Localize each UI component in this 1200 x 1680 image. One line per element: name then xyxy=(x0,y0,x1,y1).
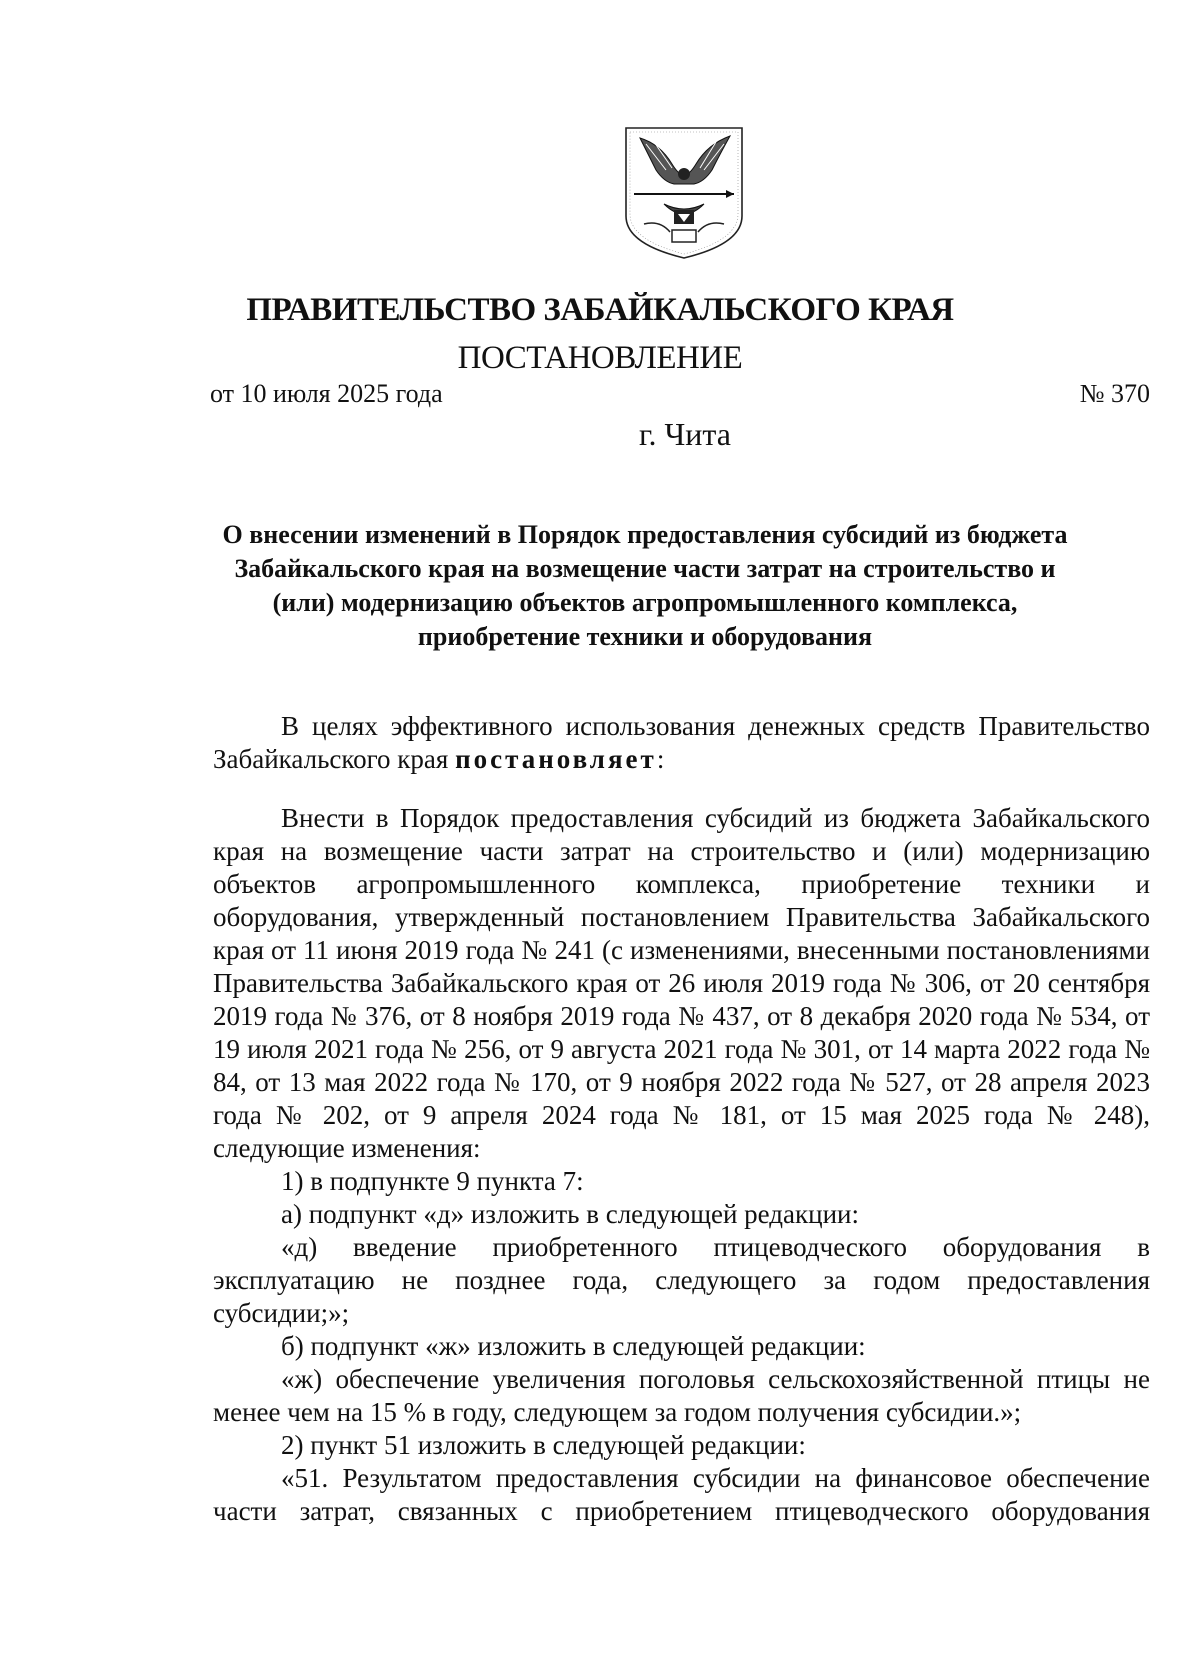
item-1a: а) подпункт «д» изложить в следующей редакции: xyxy=(281,1199,859,1229)
government-title: ПРАВИТЕЛЬСТВО ЗАБАЙКАЛЬСКОГО КРАЯ xyxy=(246,292,954,328)
subject-line: (или) модернизацию объектов агропромышленного комплекса, xyxy=(272,588,1018,617)
decree-body xyxy=(213,710,1150,1528)
main-paragraph: Внести в Порядок предоставления субсидий из бюджета Забайкальского края на возмещение части затрат на строительство и (или) модернизацию объектов агропромышленного комплекса, приобретение техники и оборудования, утвержденный постановлением Правительства Забайкальского края от 11 июня 2019 года № 241 (с изменениями, внесенными постановлениями Правительства Забайкальского края от 26 июля 2019 года № 306, от 20 сентября 2019 года № 376, от 8 ноября 2019 года № 437, от 8 декабря 2020 года № 534, от 19 июля 2021 года № 256, от 9 августа 2021 года № 301, от 14 марта 2022 года № 84, от 13 мая 2022 года № 170, от 9 ноября 2022 года № 527, от 28 апреля 2023 года № 202, от 9 апреля 2024 года № 181, от 15 мая 2025 года № 248), следующие изменения: xyxy=(213,803,1150,1163)
intro-colon: : xyxy=(656,744,665,774)
subject-line: Забайкальского края на возмещение части затрат на строительство и xyxy=(234,554,1056,583)
intro-paragraph xyxy=(213,710,1150,776)
intro-text: В целях эффективного использования денежных средств Правительство Забайкальского края xyxy=(213,711,1150,774)
item-2-text: «51. Результатом предоставления субсидии на финансовое обеспечение части затрат, связанных с приобретением птицеводческого оборудования xyxy=(213,1463,1150,1526)
intro-keyword: постановляет xyxy=(455,744,657,774)
subject-line: О внесении изменений в Порядок предоставления субсидий из бюджета xyxy=(222,520,1068,549)
decree-number: № 370 xyxy=(1079,379,1150,408)
item-1b-text: «ж) обеспечение увеличения поголовья сельскохозяйственной птицы не менее чем на 15 % в году, следующем за годом получения субсидии.»; xyxy=(213,1364,1150,1427)
item-2: 2) пункт 51 изложить в следующей редакции: xyxy=(281,1430,806,1460)
decree-subject xyxy=(150,518,1140,654)
document-type: ПОСТАНОВЛЕНИЕ xyxy=(457,340,743,376)
subject-line: приобретение техники и оборудования xyxy=(417,622,873,651)
decree-date: от 10 июля 2025 года xyxy=(210,379,443,408)
item-1: 1) в подпункте 9 пункта 7: xyxy=(281,1166,584,1196)
city-name: г. Чита xyxy=(638,416,731,452)
coat-of-arms-icon xyxy=(620,124,748,262)
item-1a-text: «д) введение приобретенного птицеводческого оборудования в эксплуатацию не позднее года, следующего за годом предоставления субсидии;»; xyxy=(213,1232,1150,1328)
item-1b: б) подпункт «ж» изложить в следующей редакции: xyxy=(281,1331,866,1361)
